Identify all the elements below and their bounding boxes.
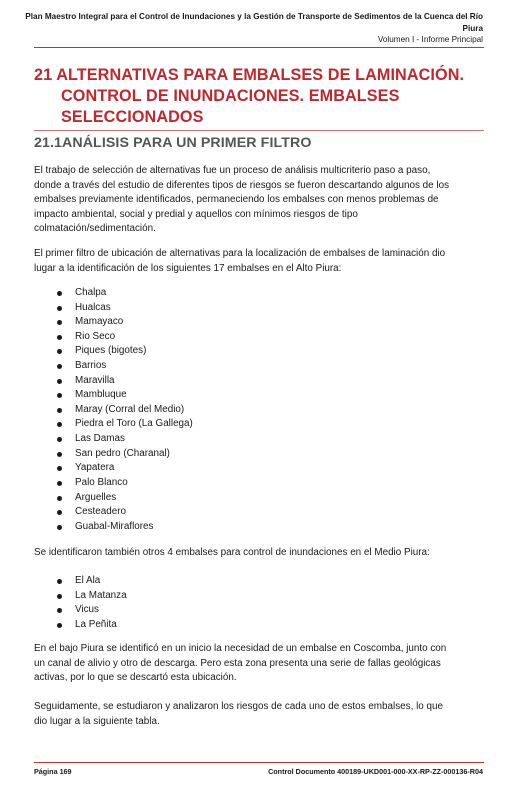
- bullet-icon: [57, 594, 62, 599]
- paragraph-first-filter: [34, 247, 486, 276]
- bullet-icon: [57, 466, 62, 471]
- paragraph-line: donde a través del estudio de diferentes tipos de riesgos se fueron descartando algunos de los: [34, 179, 450, 191]
- chapter-heading-line: 21 ALTERNATIVAS PARA EMBALSES DE LAMINACIÓN.: [34, 66, 465, 84]
- bullet-icon: [57, 393, 62, 398]
- bullet-icon: [57, 379, 62, 384]
- list-item: Mambluque: [0, 388, 193, 403]
- bullet-icon: [57, 335, 62, 340]
- paragraph-line: impacto ambiental, social y predial y aquellos con mínimos riesgos de tipo: [34, 208, 358, 220]
- paragraph-medio-piura: [34, 546, 486, 561]
- list-item: La Peñita: [0, 618, 127, 633]
- bullet-icon: [57, 510, 62, 515]
- bullet-icon: [57, 437, 62, 442]
- list-item: Chalpa: [0, 286, 193, 301]
- list-item: Barrios: [0, 359, 193, 374]
- chapter-heading: [34, 65, 474, 128]
- list-item: Mamayaco: [0, 315, 193, 330]
- paragraph-line: Se identificaron también otros 4 embalses para control de inundaciones en el Medio Piura:: [34, 547, 430, 558]
- paragraph-line: El trabajo de selección de alternativas fue un proceso de análisis multicriterio paso a paso,: [34, 165, 431, 176]
- list-item: Rio Seco: [0, 330, 193, 345]
- bullet-icon: [57, 408, 62, 413]
- bullet-icon: [57, 349, 62, 354]
- paragraph-intro: [34, 164, 486, 237]
- list-item: San pedro (Charanal): [0, 447, 193, 462]
- list-item: Guabal-Miraflores: [0, 520, 193, 535]
- footer-document-control: Control Documento 400189-UKD001-000-XX-RP-ZZ-000136-R04: [268, 767, 483, 776]
- list-item: Maray (Corral del Medio): [0, 403, 193, 418]
- list-item: Arguelles: [0, 491, 193, 506]
- list-item: Vicus: [0, 603, 127, 618]
- paragraph-line: embalses previamente identificados, permaneciendo los embalses con menos problemas de: [34, 194, 439, 206]
- list-item: Piques (bigotes): [0, 344, 193, 359]
- bullet-icon: [57, 608, 62, 613]
- list-alto-piura: [0, 286, 193, 534]
- list-item: Piedra el Toro (La Gallega): [0, 417, 193, 432]
- header-subtitle: Volumen I - Informe Principal: [377, 35, 483, 44]
- paragraph-bajo-piura: [34, 642, 486, 686]
- paragraph-line: lugar a la identificación de los siguientes 17 embalses en el Alto Piura:: [34, 262, 342, 274]
- list-item: Cesteadero: [0, 505, 193, 520]
- paragraph-line: En el bajo Piura se identificó en un inicio la necesidad de un embalse en Coscomba, junto con: [34, 643, 447, 654]
- list-item: El Ala: [0, 574, 127, 589]
- paragraph-line: activas, por lo que se descartó esta ubicación.: [34, 672, 237, 684]
- chapter-heading-divider: [34, 130, 484, 131]
- list-item: Yapatera: [0, 461, 193, 476]
- bullet-icon: [57, 623, 62, 628]
- list-item: Hualcas: [0, 301, 193, 316]
- list-item: Maravilla: [0, 374, 193, 389]
- bullet-icon: [57, 452, 62, 457]
- paragraph-line: un canal de alivio y otro de descarga. Pero esta zona presenta una serie de fallas geológicas: [34, 657, 441, 669]
- list-item: Palo Blanco: [0, 476, 193, 491]
- paragraph-conclusion: [34, 700, 486, 729]
- bullet-icon: [57, 291, 62, 296]
- section-heading: 21.1ANÁLISIS PARA UN PRIMER FILTRO: [34, 135, 312, 151]
- list-item: La Matanza: [0, 589, 127, 604]
- paragraph-line: El primer filtro de ubicación de alternativas para la localización de embalses de laminación dio: [34, 248, 446, 259]
- chapter-heading-line: SELECCIONADOS: [61, 108, 204, 126]
- footer-page-number: Página 169: [34, 767, 72, 776]
- bullet-icon: [57, 579, 62, 584]
- paragraph-line: colmatación/sedimentación.: [34, 223, 156, 235]
- header-title: Plan Maestro Integral para el Control de Inundaciones y la Gestión de Transporte de Sedimentos de la Cuenca del Río Piura: [25, 12, 483, 33]
- bullet-icon: [57, 306, 62, 311]
- paragraph-line: dio lugar a la siguiente tabla.: [34, 715, 160, 727]
- footer-divider: [34, 762, 484, 763]
- paragraph-line: Seguidamente, se estudiaron y analizaron los riesgos de cada uno de estos embalses, lo que: [34, 701, 443, 712]
- bullet-icon: [57, 364, 62, 369]
- list-medio-piura: [0, 574, 127, 632]
- bullet-icon: [57, 525, 62, 530]
- bullet-icon: [57, 320, 62, 325]
- bullet-icon: [57, 481, 62, 486]
- list-item: Las Damas: [0, 432, 193, 447]
- bullet-icon: [57, 422, 62, 427]
- header-divider: [34, 47, 484, 48]
- chapter-heading-line: CONTROL DE INUNDACIONES. EMBALSES: [61, 87, 400, 105]
- bullet-icon: [57, 496, 62, 501]
